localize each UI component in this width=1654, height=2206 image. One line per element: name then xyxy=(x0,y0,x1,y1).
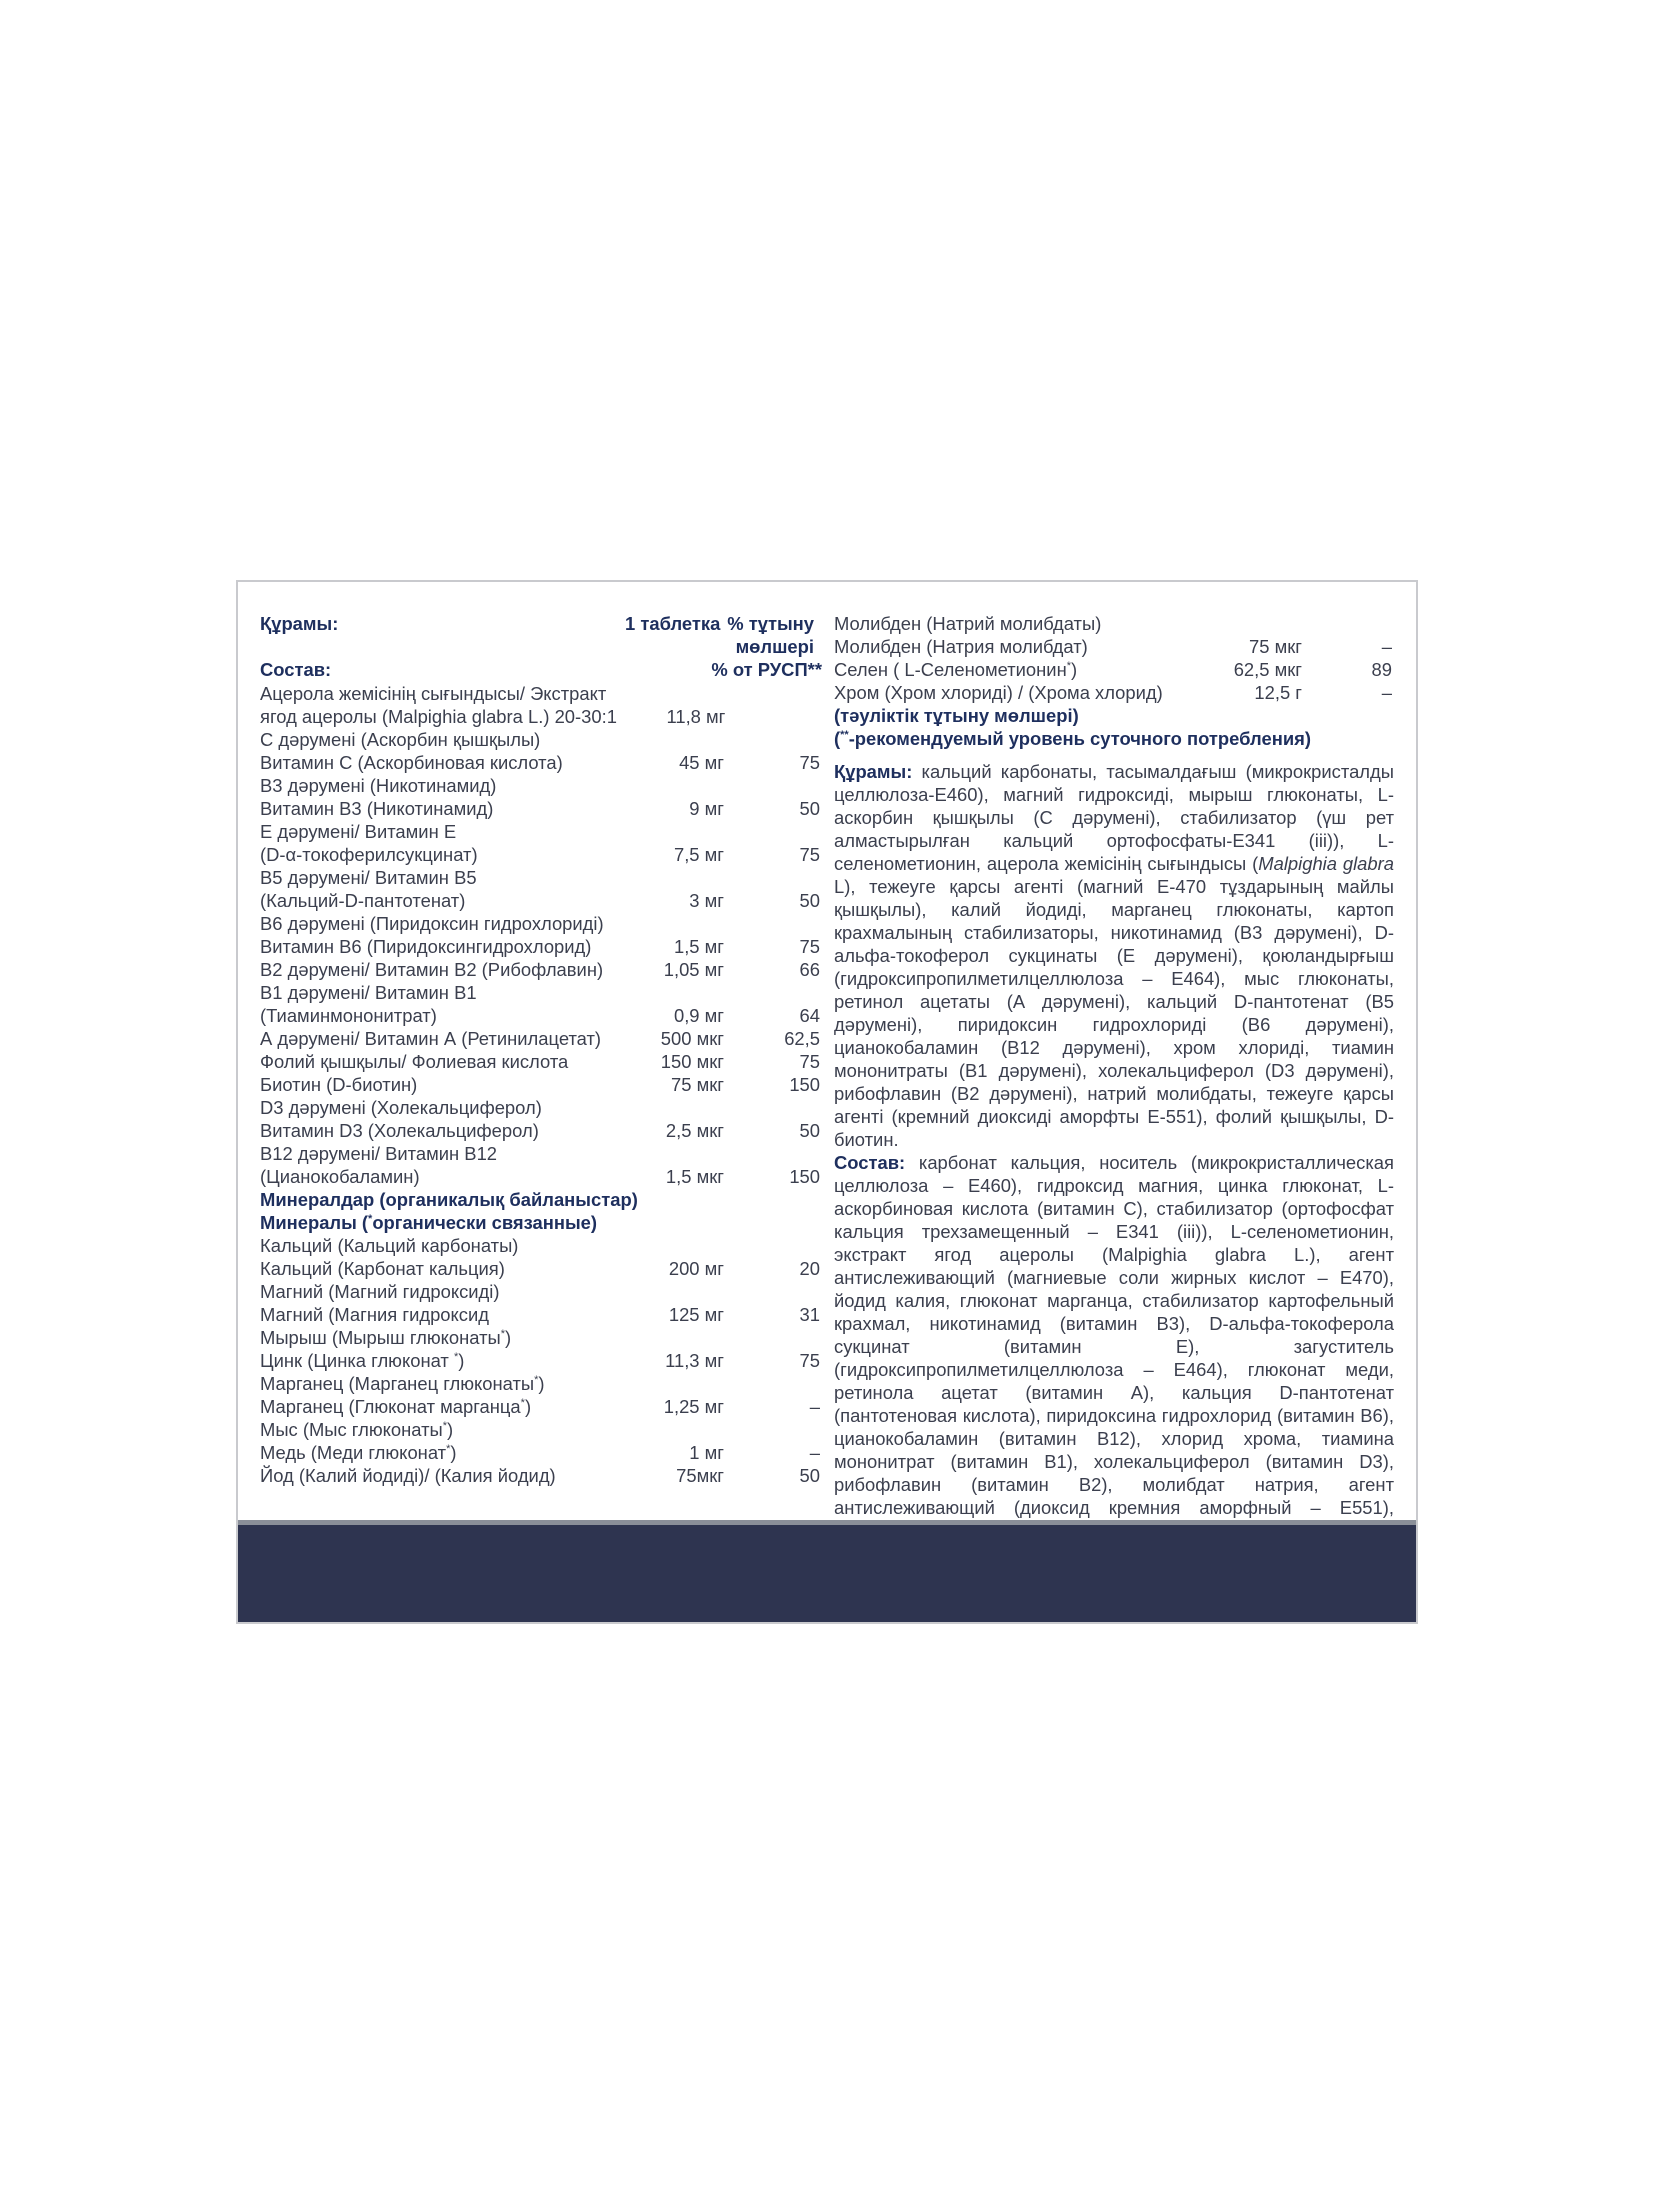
row-amount: 200 мг xyxy=(668,1258,724,1279)
row-percent xyxy=(724,1372,820,1395)
table-row xyxy=(260,1142,820,1165)
table-row xyxy=(834,658,1394,681)
row-percent: 50 xyxy=(799,798,820,819)
row-name: Мыс (Мыс глюконаты*) xyxy=(260,1419,454,1440)
row-name: Хром (Хром хлориді) / (Хрома хлорид) xyxy=(834,682,1163,703)
row-name: В6 дәрумені (Пиридоксин гидрохлориді) xyxy=(260,913,604,934)
row-percent xyxy=(724,912,820,935)
table-row xyxy=(260,774,820,797)
row-name: Магний (Магния гидроксид xyxy=(260,1304,489,1325)
table-row xyxy=(260,1234,820,1257)
row-amount xyxy=(614,682,724,705)
row-name: А дәрумені/ Витамин А (Ретинилацетат) xyxy=(260,1028,602,1049)
row-name: Фолий қышқылы/ Фолиевая кислота xyxy=(260,1051,569,1072)
row-amount: 1 мг xyxy=(689,1442,724,1463)
composition-ru-paragraph: Состав: карбонат кальция, носитель (микрокристаллическая целлюлоза – Е460), гидроксид магния, цинка глюконат, L-аскорбиновая кислота (витамин С), стабилизатор (ортофосфат кальция трехзамещенный – Е341 (iii)), L-селенометионин, экстракт ягод ацеролы (Malpighia glabra L.), агент антислеживающий (магниевые соли жирных кислот – Е470), йодид калия, глюконат марганца, стабилизатор картофельный крахмал, никотинамид (витамин В3), D-альфа-токоферола сукцинат (витамин Е), загуститель (гидроксипропилметилцеллюлоза – Е464), глюконат меди, ретинола ацетат (витамин А), кальция D-пантотенат (пантотеновая кислота), пиридоксина гидрохлорид (витамин В6), цианокобаламин (витамин В12), хлорид хрома, тиамина мононитрат (витамин В1), холекальциферол (витамин D3), рибофлавин (витамин В2), молибдат натрия, агент антислеживающий (диоксид кремния аморфный – Е551), xyxy=(834,1152,1394,1518)
row-percent xyxy=(724,1142,820,1165)
row-percent xyxy=(724,1326,820,1349)
table-row xyxy=(260,1073,820,1096)
row-amount: 7,5 мг xyxy=(673,844,724,865)
table-row xyxy=(260,1418,820,1441)
row-amount: 0,9 мг xyxy=(673,1005,724,1026)
table-row xyxy=(260,1303,820,1326)
row-percent: 75 xyxy=(799,752,820,773)
row-name: В2 дәрумені/ Витамин В2 (Рибофлавин) xyxy=(260,959,604,980)
table-row xyxy=(260,889,820,912)
row-percent: 75 xyxy=(799,936,820,957)
row-percent: 50 xyxy=(799,1120,820,1141)
table-row xyxy=(260,1119,820,1142)
row-name: Молибден (Натрий молибдаты) xyxy=(834,613,1102,634)
table-row xyxy=(834,681,1394,704)
row-amount: 125 мг xyxy=(668,1304,724,1325)
row-percent: 64 xyxy=(799,1005,820,1026)
row-name: В3 дәрумені (Никотинамид) xyxy=(260,775,497,796)
row-percent xyxy=(1302,612,1392,635)
col-pct-header-3: % от РУСП** xyxy=(711,659,822,680)
row-percent: 31 xyxy=(799,1304,820,1325)
row-name: В1 дәрумені/ Витамин В1 xyxy=(260,982,477,1003)
table-row xyxy=(260,682,820,705)
table-row xyxy=(260,797,820,820)
row-amount xyxy=(614,1280,724,1303)
row-percent xyxy=(724,774,820,797)
row-percent xyxy=(724,1234,820,1257)
row-name: Молибден (Натрия молибдат) xyxy=(834,636,1088,657)
row-name: Витамин С (Аскорбиновая кислота) xyxy=(260,752,563,773)
col-amount-header: 1 таблетка xyxy=(625,613,721,634)
row-name: (Тиаминмононитрат) xyxy=(260,1005,437,1026)
minerals-heading-ru: Минералы (*органически связанные) xyxy=(260,1212,598,1233)
row-amount: 2,5 мкг xyxy=(665,1120,724,1141)
vitamin-rows xyxy=(260,682,820,1188)
row-amount xyxy=(1206,612,1302,635)
bottom-color-band xyxy=(238,1525,1416,1622)
row-percent xyxy=(724,981,820,1004)
row-percent: 75 xyxy=(799,1350,820,1371)
row-percent: 20 xyxy=(799,1258,820,1279)
minerals-heading-kz: Минералдар (органикалық байланыстар) xyxy=(260,1189,638,1210)
table-row xyxy=(260,1096,820,1119)
row-amount: 1,05 мг xyxy=(663,959,724,980)
row-amount: 75 мкг xyxy=(671,1074,724,1095)
composition-kz-paragraph: Құрамы: кальций карбонаты, тасымалдағыш (микрокристалды целлюлоза-Е460), магний гидроксиді, мырыш глюконаты, L-аскорбин қышқылы (С дәрумені), стабилизатор (үш рет алмастырылған кальций ортофосфаты-Е341 (iii)), L-селенометионин, ацерола жемісінің сығындысы (Malpighia glabra L), тежеугe қарсы агенті (магний Е-470 тұздарының майлы қышқылы), калий йодиді, марганец глюконаты, картоп крахмалының стабилизаторы, никотинамид (В3 дәрумені), D-альфа-токоферол сукцинаты (Е дәрумені), қоюландырғыш (гидроксипропилметилцеллюлоза – Е464), мыс глюконаты, ретинол ацетаты (А дәрумені), кальций D-пантотенат (В5 дәрумені), пиридоксин гидрохлориді (В6 дәрумені), цианокобаламин (В12 дәрумені), хром хлориді, тиамин мононитраты (В1 дәрумені), холекальциферол (D3 дәрумені), рибофлавин (В2 дәрумені), натрий молибдаты, тежеугe қарсы агенті (кремний диоксиді аморфты Е-551), фолий қышқылы, D-биотин. xyxy=(834,761,1394,1150)
table-row xyxy=(260,1349,820,1372)
row-amount: 75мкг xyxy=(676,1465,724,1486)
row-amount: 11,3 мг xyxy=(665,1350,724,1371)
table-row xyxy=(260,728,820,751)
row-name: Витамин D3 (Холекальциферол) xyxy=(260,1120,539,1141)
note-ru: (**-рекомендуемый уровень суточного потребления) xyxy=(834,728,1311,749)
table-row xyxy=(260,705,820,728)
table-row xyxy=(260,1326,820,1349)
row-percent xyxy=(724,1280,820,1303)
row-amount xyxy=(614,1142,724,1165)
row-name: D3 дәрумені (Холекальциферол) xyxy=(260,1097,542,1118)
row-amount: 62,5 мкг xyxy=(1233,659,1302,680)
row-percent: – xyxy=(1381,636,1392,657)
row-name: Кальций (Кальций карбонаты) xyxy=(260,1235,519,1256)
row-amount: 45 мг xyxy=(679,752,724,773)
row-name: Марганец (Марганец глюконаты*) xyxy=(260,1373,545,1394)
row-name: Селен ( L-Селенометионин*) xyxy=(834,659,1078,680)
row-amount xyxy=(614,1096,724,1119)
row-name: С дәрумені (Аскорбин қышқылы) xyxy=(260,729,541,750)
row-amount: 500 мкг xyxy=(660,1028,724,1049)
row-percent: 50 xyxy=(799,890,820,911)
row-percent: 66 xyxy=(799,959,820,980)
table-row xyxy=(260,843,820,866)
row-percent xyxy=(724,1418,820,1441)
row-amount xyxy=(614,774,724,797)
table-row xyxy=(260,751,820,774)
row-percent: – xyxy=(809,1396,820,1417)
row-amount xyxy=(614,912,724,935)
table-row xyxy=(260,1280,820,1303)
row-name: Витамин В3 (Никотинамид) xyxy=(260,798,494,819)
row-percent: 75 xyxy=(799,1051,820,1072)
table-row xyxy=(834,612,1394,635)
row-amount: 75 мкг xyxy=(1249,636,1302,657)
table-header xyxy=(260,612,820,682)
row-name: Ацерола жемісінің сығындысы/ Экстракт xyxy=(260,683,607,704)
row-percent xyxy=(725,705,820,728)
table-row xyxy=(260,912,820,935)
row-name: Магний (Магний гидроксиді) xyxy=(260,1281,500,1302)
row-percent xyxy=(724,728,820,751)
table-row xyxy=(260,981,820,1004)
row-amount: 150 мкг xyxy=(660,1051,724,1072)
table-row xyxy=(260,1372,820,1395)
mineral-rows-continued xyxy=(834,612,1394,704)
row-percent xyxy=(724,866,820,889)
label-panel xyxy=(236,580,1418,1624)
table-row xyxy=(260,1165,820,1188)
table-row xyxy=(260,1395,820,1418)
col-pct-header-1: % тұтыну xyxy=(727,613,814,634)
row-name: Витамин В6 (Пиридоксингидрохлорид) xyxy=(260,936,592,957)
row-percent xyxy=(724,820,820,843)
row-amount: 9 мг xyxy=(689,798,724,819)
row-name: (Кальций-D-пантотенат) xyxy=(260,890,466,911)
table-row xyxy=(260,1027,820,1050)
row-amount xyxy=(614,1234,724,1257)
row-percent: 89 xyxy=(1371,659,1392,680)
row-percent xyxy=(724,1096,820,1119)
composition-table xyxy=(260,612,820,1487)
row-percent: 150 xyxy=(789,1166,820,1187)
right-column xyxy=(834,612,1394,1542)
table-row xyxy=(260,1050,820,1073)
row-amount xyxy=(614,1326,724,1349)
row-amount xyxy=(614,1372,724,1395)
row-amount: 3 мг xyxy=(689,890,724,911)
row-amount: 1,5 мкг xyxy=(665,1166,724,1187)
row-amount xyxy=(614,866,724,889)
table-row xyxy=(260,935,820,958)
row-amount: 12,5 г xyxy=(1254,682,1302,703)
row-percent: – xyxy=(1381,682,1392,703)
row-percent: 50 xyxy=(799,1465,820,1486)
row-amount: 1,25 мг xyxy=(663,1396,724,1417)
row-name: Кальций (Карбонат кальция) xyxy=(260,1258,505,1279)
table-row xyxy=(260,1004,820,1027)
row-name: Марганец (Глюконат марганца*) xyxy=(260,1396,532,1417)
row-amount xyxy=(614,820,724,843)
row-percent: 150 xyxy=(789,1074,820,1095)
row-name: (Цианокобаламин) xyxy=(260,1166,420,1187)
col-pct-header-2: мөлшері xyxy=(735,636,814,657)
table-row xyxy=(260,1257,820,1280)
title-kz: Құрамы: xyxy=(260,613,339,634)
title-ru: Состав: xyxy=(260,659,332,680)
row-name: В5 дәрумені/ Витамин В5 xyxy=(260,867,477,888)
row-amount: 11,8 мг xyxy=(666,706,726,727)
row-name: Йод (Калий йодиді)/ (Калия йодид) xyxy=(260,1465,556,1486)
table-row xyxy=(834,635,1394,658)
row-name: В12 дәрумені/ Витамин В12 xyxy=(260,1143,498,1164)
row-amount xyxy=(614,981,724,1004)
row-amount xyxy=(614,1418,724,1441)
row-percent: 62,5 xyxy=(784,1028,820,1049)
row-amount: 1,5 мг xyxy=(673,936,724,957)
row-name: Медь (Меди глюконат*) xyxy=(260,1442,457,1463)
row-name: Мырыш (Мырыш глюконаты*) xyxy=(260,1327,512,1348)
table-row xyxy=(260,1441,820,1464)
table-row xyxy=(260,958,820,981)
row-percent xyxy=(724,682,820,705)
row-name: Цинк (Цинка глюконат *) xyxy=(260,1350,465,1371)
row-name: Биотин (D-биотин) xyxy=(260,1074,418,1095)
mineral-rows xyxy=(260,1234,820,1487)
row-percent: 75 xyxy=(799,844,820,865)
row-name: Е дәрумені/ Витамин Е xyxy=(260,821,457,842)
note-kz: (тәуліктік тұтыну мөлшері) xyxy=(834,705,1079,726)
table-row xyxy=(260,820,820,843)
row-name: ягод ацеролы (Malpighia glabra L.) 20-30:1 xyxy=(260,706,617,727)
row-name: (D-α-токоферилсукцинат) xyxy=(260,844,478,865)
table-row xyxy=(260,1464,820,1487)
row-percent: – xyxy=(809,1442,820,1463)
table-row xyxy=(260,866,820,889)
row-amount xyxy=(614,728,724,751)
